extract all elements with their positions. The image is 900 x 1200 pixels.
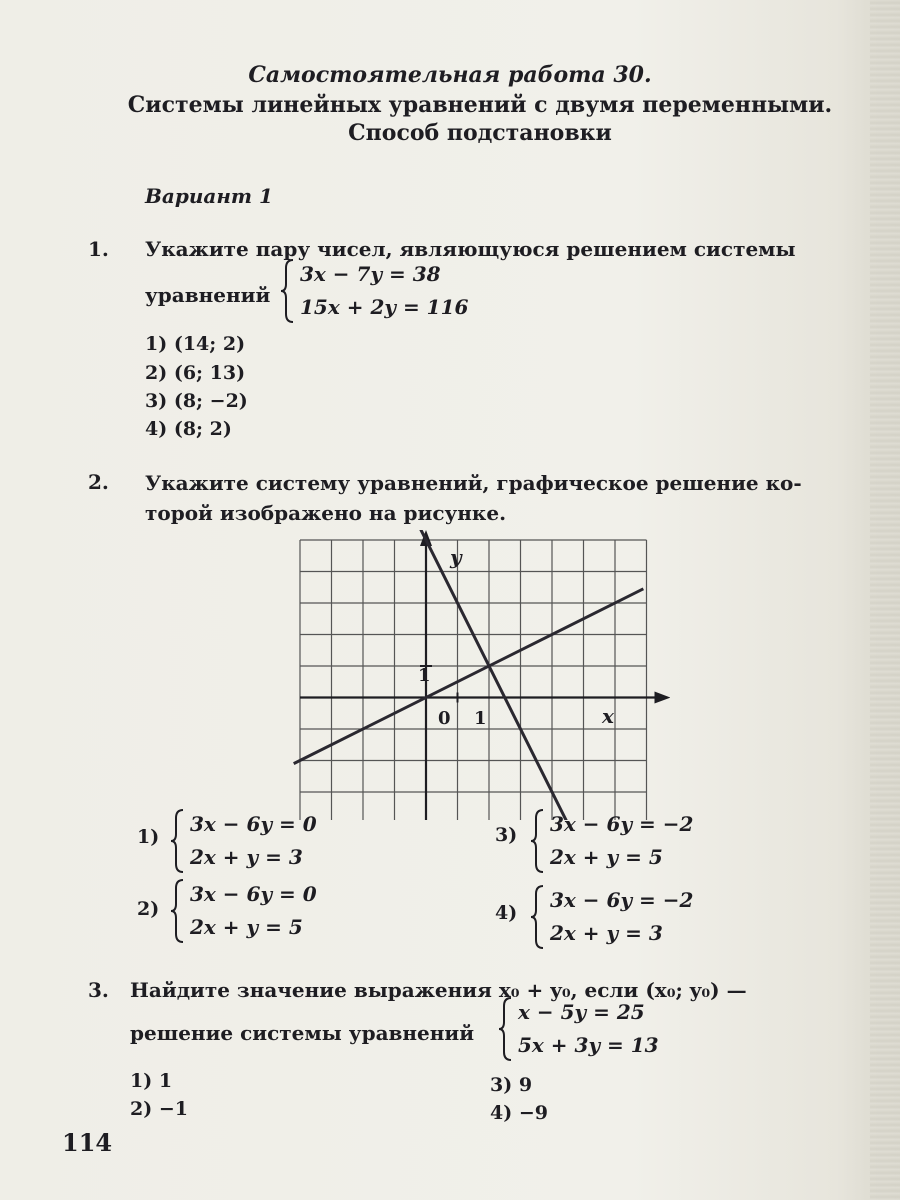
x-axis-arrow (655, 692, 671, 704)
q1-option-3: 3) (8; −2) (145, 390, 248, 412)
q3-system (498, 996, 698, 1066)
q3-option-2: 2) −1 (130, 1098, 188, 1120)
q1-text-line1: Укажите пару чисел, являющуюся решением системы (145, 237, 796, 261)
brace-icon (280, 258, 296, 324)
q2-text-line1: Укажите систему уравнений, графическое решение ко- (145, 471, 802, 495)
q2-option-1-system (170, 808, 370, 878)
graph-lines (294, 530, 644, 820)
topic-title-line1: Системы линейных уравнений с двумя переменными. (127, 92, 833, 118)
axis-label-x: x (602, 704, 614, 728)
q2-option-1-eq1: 3x − 6y = 0 (190, 812, 317, 836)
q1-system (280, 258, 500, 328)
brace-icon (170, 808, 186, 874)
q2-option-3-label: 3) (495, 824, 518, 846)
q3-text-prefix: решение системы уравнений (130, 1021, 475, 1045)
graph (290, 530, 670, 820)
q2-option-4-eq1: 3x − 6y = −2 (550, 888, 694, 912)
q3-eq1: x − 5y = 25 (518, 1000, 645, 1024)
brace-icon (170, 878, 186, 944)
work-title: Самостоятельная работа 30. (248, 62, 652, 88)
q1-option-1: 1) (14; 2) (145, 333, 246, 355)
q2-option-1-eq2: 2x + y = 3 (190, 845, 303, 869)
brace-icon (498, 996, 514, 1062)
q2-option-3-eq1: 3x − 6y = −2 (550, 812, 694, 836)
q3-option-4: 4) −9 (490, 1102, 548, 1124)
origin-label: 0 (438, 708, 451, 729)
q2-option-4-eq2: 2x + y = 3 (550, 921, 663, 945)
q2-option-2-label: 2) (137, 898, 160, 920)
brace-icon (530, 884, 546, 950)
graph-line-2 (420, 530, 571, 820)
q3-option-1: 1) 1 (130, 1070, 173, 1092)
q1-option-2: 2) (6; 13) (145, 362, 246, 384)
page-edge (870, 0, 900, 1200)
brace-icon (530, 808, 546, 874)
q2-text-line2: торой изображено на рисунке. (145, 501, 507, 525)
graph-line-1 (294, 589, 644, 764)
topic-title-line2: Способ подстановки (348, 120, 612, 146)
q1-eq2: 15x + 2y = 116 (300, 295, 469, 319)
q1-text-prefix: уравнений (145, 283, 271, 307)
grid (300, 540, 647, 820)
variant-label: Вариант 1 (145, 184, 273, 208)
page-number: 114 (62, 1128, 113, 1157)
q2-option-2-eq1: 3x − 6y = 0 (190, 882, 317, 906)
q2-option-3-system (530, 808, 750, 878)
axis-label-y: y (450, 545, 462, 569)
q1-option-4: 4) (8; 2) (145, 418, 232, 440)
q1-number: 1. (88, 237, 109, 261)
q3-text-line1: Найдите значение выражения x₀ + y₀, если (x₀; y₀) — (130, 978, 747, 1002)
q2-option-2-eq2: 2x + y = 5 (190, 915, 303, 939)
tick-label-x: 1 (474, 708, 487, 729)
q2-number: 2. (88, 470, 109, 494)
q3-option-3: 3) 9 (490, 1074, 533, 1096)
q3-eq2: 5x + 3y = 13 (518, 1033, 659, 1057)
tick-label-y: 1 (418, 665, 431, 686)
q2-option-4-system (530, 884, 750, 954)
q2-option-3-eq2: 2x + y = 5 (550, 845, 663, 869)
q2-option-4-label: 4) (495, 902, 518, 924)
q2-option-1-label: 1) (137, 826, 160, 848)
q1-eq1: 3x − 7y = 38 (300, 262, 441, 286)
q2-option-2-system (170, 878, 370, 948)
q3-number: 3. (88, 978, 109, 1002)
